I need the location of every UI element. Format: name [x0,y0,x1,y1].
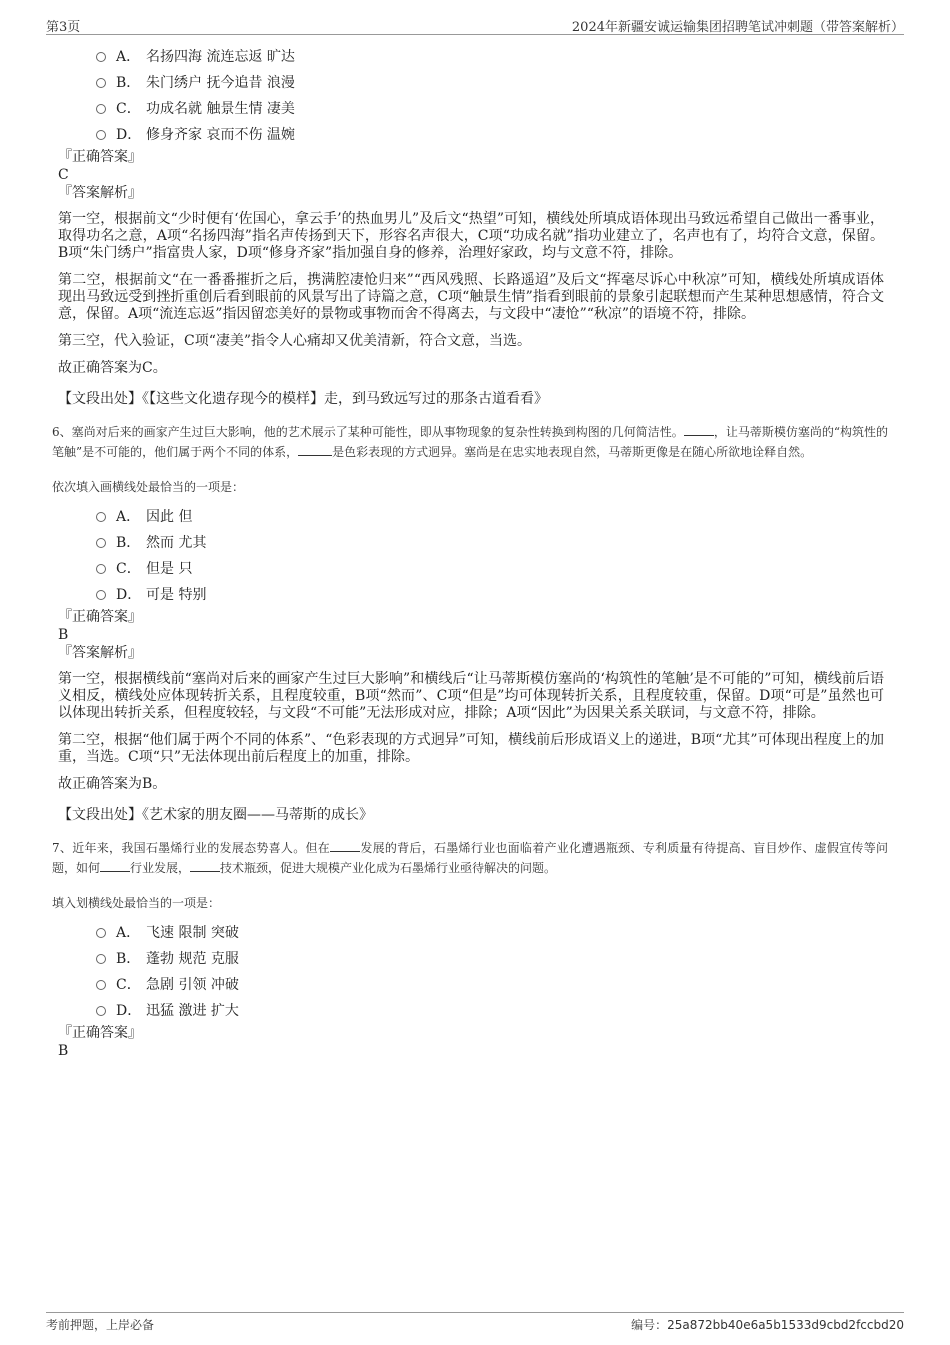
q5-analysis-p4: 故正确答案为C。 [58,360,167,376]
q6-prompt: 依次填入画横线处最恰当的一项是： [52,480,245,494]
q6-option-a[interactable]: A． 因此 但 [96,504,888,530]
q7-option-d[interactable]: D． 迅猛 激进 扩大 [96,998,888,1024]
q7-prompt: 填入划横线处最恰当的一项是： [52,896,221,910]
radio-icon[interactable] [96,78,106,88]
q6-analysis-label: 『答案解析』 [58,645,142,661]
q6-source: 【文段出处】《艺术家的朋友圈——马蒂斯的成长》 [58,807,373,823]
page-footer [46,1312,904,1335]
q5-option-c[interactable]: C． 功成名就 触景生情 凄美 [96,96,888,122]
q5-source: 【文段出处】《【这些文化遗存现今的模样】走，到马致远写过的那条古道看看》 [58,391,548,407]
q6-analysis-p3: 故正确答案为B。 [58,776,167,792]
blank [190,861,220,872]
q5-analysis-p3: 第三空，代入验证，C项“凄美”指令人心痛却又优美清新，符合文意，当选。 [58,333,532,349]
radio-icon[interactable] [96,52,106,62]
blank [100,861,130,872]
blank [330,841,360,852]
q6-option-c[interactable]: C． 但是 只 [96,556,888,582]
radio-icon[interactable] [96,954,106,964]
q6-options [96,504,888,608]
q6-answer-label: 『正确答案』 [58,609,142,625]
radio-icon[interactable] [96,538,106,548]
q6-answer: B [58,627,69,643]
radio-icon[interactable] [96,928,106,938]
q7-option-b[interactable]: B． 蓬勃 规范 克服 [96,946,888,972]
q5-answer: C [58,167,69,183]
page-header [46,14,904,35]
footer-code: 编号：25a872bb40e6a5b1533d9cbd2fccbd20 [631,1318,904,1332]
radio-icon[interactable] [96,104,106,114]
q7-option-c[interactable]: C． 急剧 引领 冲破 [96,972,888,998]
radio-icon[interactable] [96,590,106,600]
radio-icon[interactable] [96,564,106,574]
q6-analysis-p2: 第二空，根据“他们属于两个不同的体系”、“色彩表现的方式迥异”可知，横线前后形成语义上的递进，B项“尤其”可体现出程度上的加重，当选。C项“只”无法体现出前后程度上的加重，排除。 [58,732,884,765]
document-code: 25a872bb40e6a5b1533d9cbd2fccbd20 [667,1318,904,1332]
main-content [52,40,889,1060]
radio-icon[interactable] [96,130,106,140]
q6-analysis-p1: 第一空，根据横线前“塞尚对后来的画家产生过巨大影响”和横线后“让马蒂斯模仿塞尚的‘构筑性的笔触’是不可能的”可知，横线前后语义相反，横线处应体现转折关系，且程度较重，B项“然而”、C项“但是”均可体现转折关系，且程度较重，保留。D项“可是”虽然也可以体现出转折关系，但程度较轻，与文段“不可能”无法形成对应，排除；A项“因此”为因果关系关联词，与文意不符，排除。 [58,671,884,721]
radio-icon[interactable] [96,1006,106,1016]
document-title: 2024年新疆安诚运输集团招聘笔试冲刺题（带答案解析） [571,20,904,35]
q5-option-d[interactable]: D． 修身齐家 哀而不伤 温婉 [96,122,888,148]
q5-option-a[interactable]: A． 名扬四海 流连忘返 旷达 [96,44,888,70]
q7-options [96,920,888,1024]
q6-option-b[interactable]: B． 然而 尤其 [96,530,888,556]
footer-slogan: 考前押题，上岸必备 [46,1318,155,1332]
q5-analysis-p1: 第一空，根据前文“少时便有‘佐国心，拿云手’的热血男儿”及后文“热望”可知，横线处所填成语体现出马致远希望自己做出一番事业，取得功名之意，A项“名扬四海”指名声传扬到天下，形容名声很大，C项“功成名就”指功业建立了，名声也有了，均符合文意，保留。B项“朱门绣户”指富贵人家，D项“修身齐家”指加强自身的修养，治理好家政，均与文意不符，排除。 [58,211,884,261]
q5-answer-label: 『正确答案』 [58,149,142,165]
q5-analysis-p2: 第二空，根据前文“在一番番摧折之后，携满腔凄怆归来”“西风残照、长路遥迢”及后文“挥毫尽诉心中秋凉”可知，横线处所填成语体现出马致远受到挫折重创后看到眼前的风景写出了诗篇之意，C项“触景生情”指看到眼前的景象引起联想而产生某种思想感情，符合文意，保留。A项“流连忘返”指因留恋美好的景物或事物而舍不得离去，与文段中“凄怆”“秋凉”的语境不符，排除。 [58,272,884,322]
q7-answer: B [58,1043,69,1059]
q6-option-d[interactable]: D． 可是 特别 [96,582,888,608]
q6-stem: 6、塞尚对后来的画家产生过巨大影响，他的艺术展示了某种可能性，即从事物现象的复杂性转换到构图的几何简洁性。 ，让马蒂斯模仿塞尚的“构筑性的笔触”是不可能的，他们属于两个不同的体系， 是色彩表现的方式迥异。塞尚是在忠实地表现自然，马蒂斯更像是在随心所欲地诠释自然。 [52,425,889,459]
q7-option-a[interactable]: A． 飞速 限制 突破 [96,920,888,946]
blank [298,445,332,456]
q5-options [96,44,888,148]
q5-option-b[interactable]: B． 朱门绣户 抚今追昔 浪漫 [96,70,888,96]
radio-icon[interactable] [96,512,106,522]
q7-stem: 7、近年来，我国石墨烯行业的发展态势喜人。但在 发展的背后，石墨烯行业也面临着产业化遭遇瓶颈、专利质量有待提高、盲目炒作、虚假宣传等问题，如何 行业发展， 技术瓶颈，促进大规模产业化成为石墨烯行业亟待解决的问题。 [52,841,888,875]
q5-analysis-label: 『答案解析』 [58,185,142,201]
blank [684,425,714,436]
radio-icon[interactable] [96,980,106,990]
q7-answer-label: 『正确答案』 [58,1025,142,1041]
page-number: 第3页 [46,20,81,35]
